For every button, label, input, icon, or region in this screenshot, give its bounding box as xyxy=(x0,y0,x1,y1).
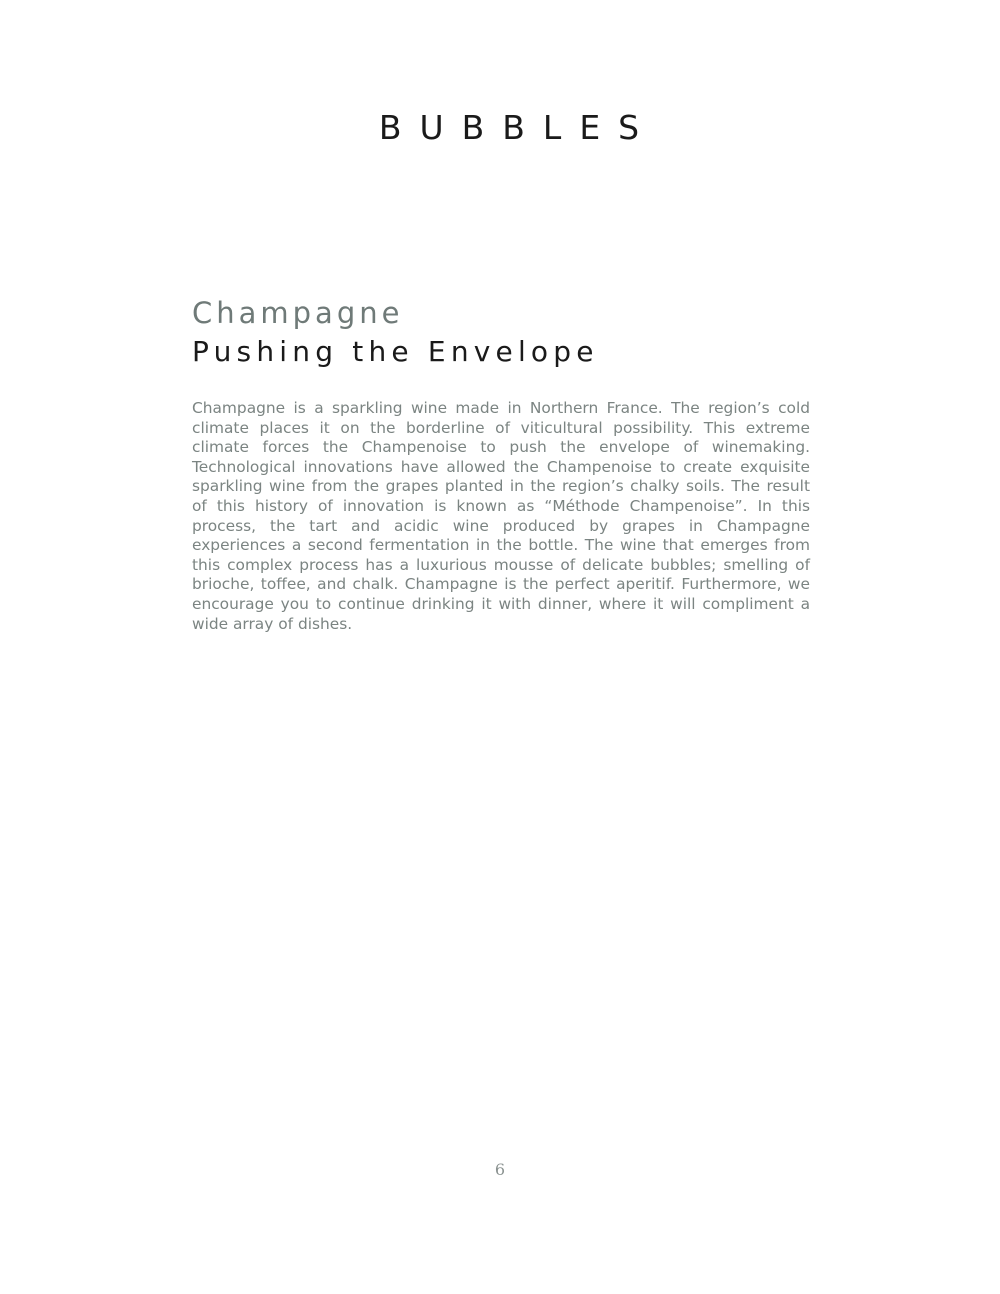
section-title: BUBBLES xyxy=(378,108,658,147)
body-paragraph: Champagne is a sparkling wine made in Northern France. The region’s cold climate places it on the borderline of viticultural possibility. This extreme climate forces the Champenoise to push the envelope of winemaking. Technological innovations have allowed the Champenoise to create exquisite sparkling wine from the grapes planted in the region’s chalky soils. The result of this history of innovation is known as “Méthode Champenoise”. In this process, the tart and acidic wine produced by grapes in Champagne experiences a second fermentation in the bottle. The wine that emerges from this complex process has a luxurious mousse of delicate bubbles; smelling of brioche, toffee, and chalk. Champagne is the perfect aperitif. Furthermore, we encourage you to continue drinking it with dinner, where it will compliment a wide array of dishes. xyxy=(192,399,810,633)
subheading: Pushing the Envelope xyxy=(192,335,599,368)
heading: Champagne xyxy=(192,296,404,330)
page-number: 6 xyxy=(494,1160,506,1179)
